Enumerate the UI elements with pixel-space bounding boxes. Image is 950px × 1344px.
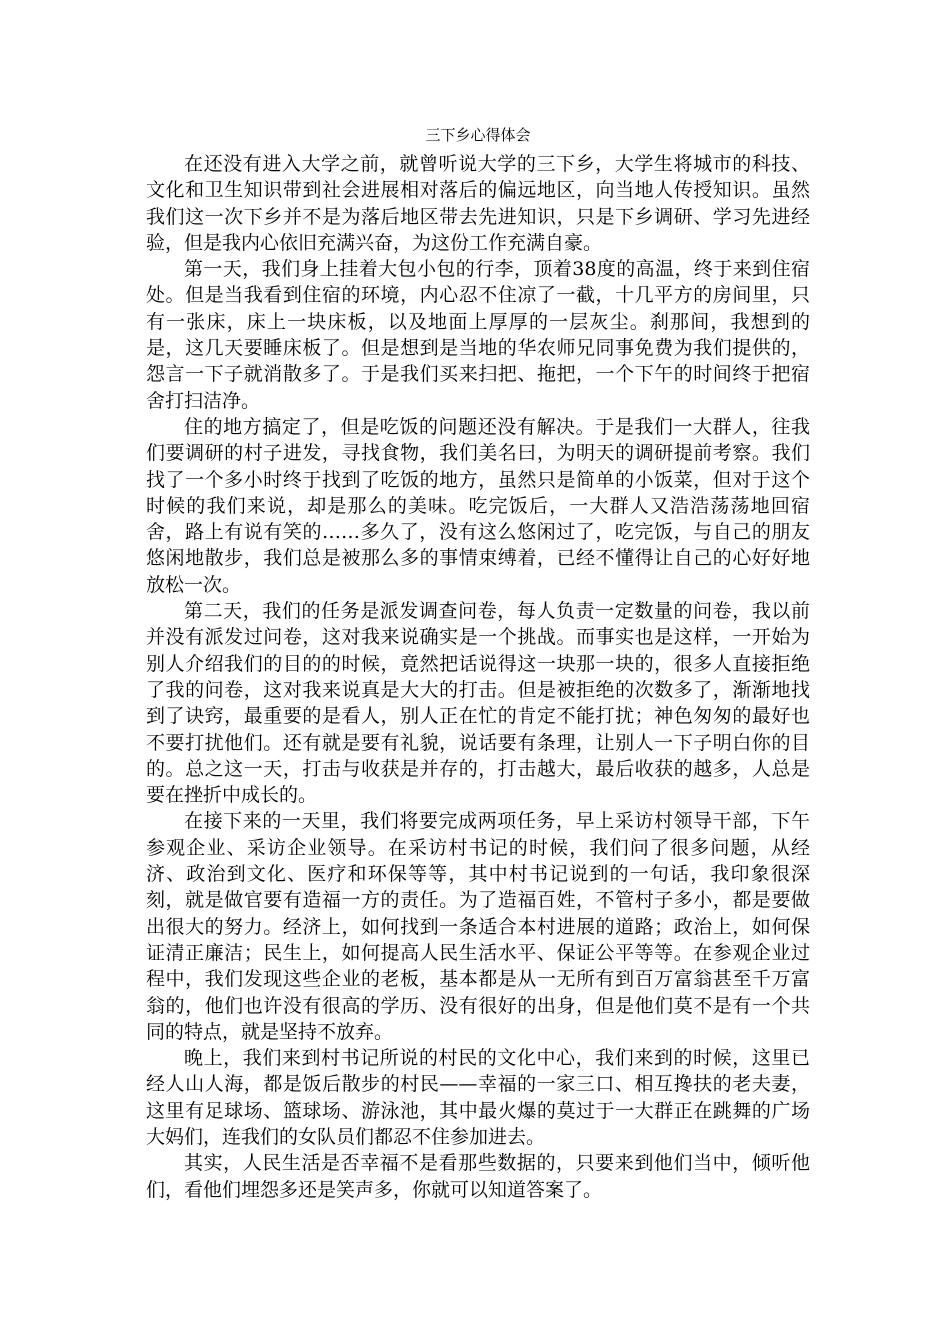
paragraph-interviews: 在接下来的一天里，我们将要完成两项任务，早上采访村领导干部，下午参观企业、采访企业领导。在采访村书记的时候，我们问了很多问题，从经济、政治到文化、医疗和环保等等，其中村书记说到的一句话，我印象很深刻，就是做官要有造福一方的责任。为了造福百姓，不管村子多小，都是要做出很大的努力。经济上，如何找到一条适合本村进展的道路；政治上，如何保证清正廉洁；民生上，如何提高人民生活水平、保证公平等等。在参观企业过程中，我们发现这些企业的老板，基本都是从一无所有到百万富翁甚至千万富翁的，他们也许没有很高的学历、没有很好的出身，但是他们莫不是有一个共同的特点，就是坚持不放弃。: [146, 810, 810, 1043]
paragraph-evening: 晚上，我们来到村书记所说的村民的文化中心，我们来到的时候，这里已经人山人海，都是饭后散步的村民——幸福的一家三口、相互搀扶的老夫妻，这里有足球场、篮球场、游泳池，其中最火爆的莫过于一大群正在跳舞的广场大妈们，连我们的女队员们都忍不住参加进去。: [146, 1047, 810, 1148]
paragraph-conclusion: 其实，人民生活是否幸福不是看那些数据的，只要来到他们当中，倾听他们，看他们埋怨多还是笑声多，你就可以知道答案了。: [146, 1152, 810, 1201]
paragraph-day-one: 第一天，我们身上挂着大包小包的行李，顶着38度的高温，终于来到住宿处。但是当我看到住宿的环境，内心忍不住凉了一截，十几平方的房间里，只有一张床，床上一块床板，以及地面上厚厚的一层灰尘。刹那间，我想到的是，这几天要睡床板了。但是想到是当地的华农师兄同事免费为我们提供的，怨言一下子就消散多了。于是我们买来扫把、拖把，一个下午的时间终于把宿舍打扫洁净。: [146, 258, 810, 412]
paragraph-arrival-intro: 在还没有进入大学之前，就曾听说大学的三下乡，大学生将城市的科技、文化和卫生知识带到社会进展相对落后的偏远地区，向当地人传授知识。虽然我们这一次下乡并不是为落后地区带去先进知识，只是下乡调研、学习先进经验，但是我内心依旧充满兴奋，为这份工作充满自豪。: [146, 153, 810, 254]
paragraph-finding-food: 住的地方搞定了，但是吃饭的问题还没有解决。于是我们一大群人，往我们要调研的村子进发，寻找食物，我们美名曰，为明天的调研提前考察。我们找了一个多小时终于找到了吃饭的地方，虽然只是简单的小饭菜，但对于这个时候的我们来说，却是那么的美味。吃完饭后，一大群人又浩浩荡荡地回宿舍，路上有说有笑的……多久了，没有这么悠闲过了，吃完饭，与自己的朋友悠闲地散步，我们总是被那么多的事情束缚着，已经不懂得让自己的心好好地放松一次。: [146, 415, 810, 596]
paragraph-day-two: 第二天，我们的任务是派发调查问卷，每人负责一定数量的问卷，我以前并没有派发过问卷，这对我来说确实是一个挑战。而事实也是这样，一开始为别人介绍我们的目的的时候，竟然把话说得这一块那一块的，很多人直接拒绝了我的问卷，这对我来说真是大大的打击。但是被拒绝的次数多了，渐渐地找到了诀窍，最重要的是看人，别人正在忙的肯定不能打扰；神色匆匆的最好也不要打扰他们。还有就是要有礼貌，说话要有条理，让别人一下子明白你的目的。总之这一天，打击与收获是并存的，打击越大，最后收获的越多，人总是要在挫折中成长的。: [146, 600, 810, 807]
document-page: [146, 122, 810, 1203]
document-title: 三下乡心得体会: [425, 126, 531, 144]
